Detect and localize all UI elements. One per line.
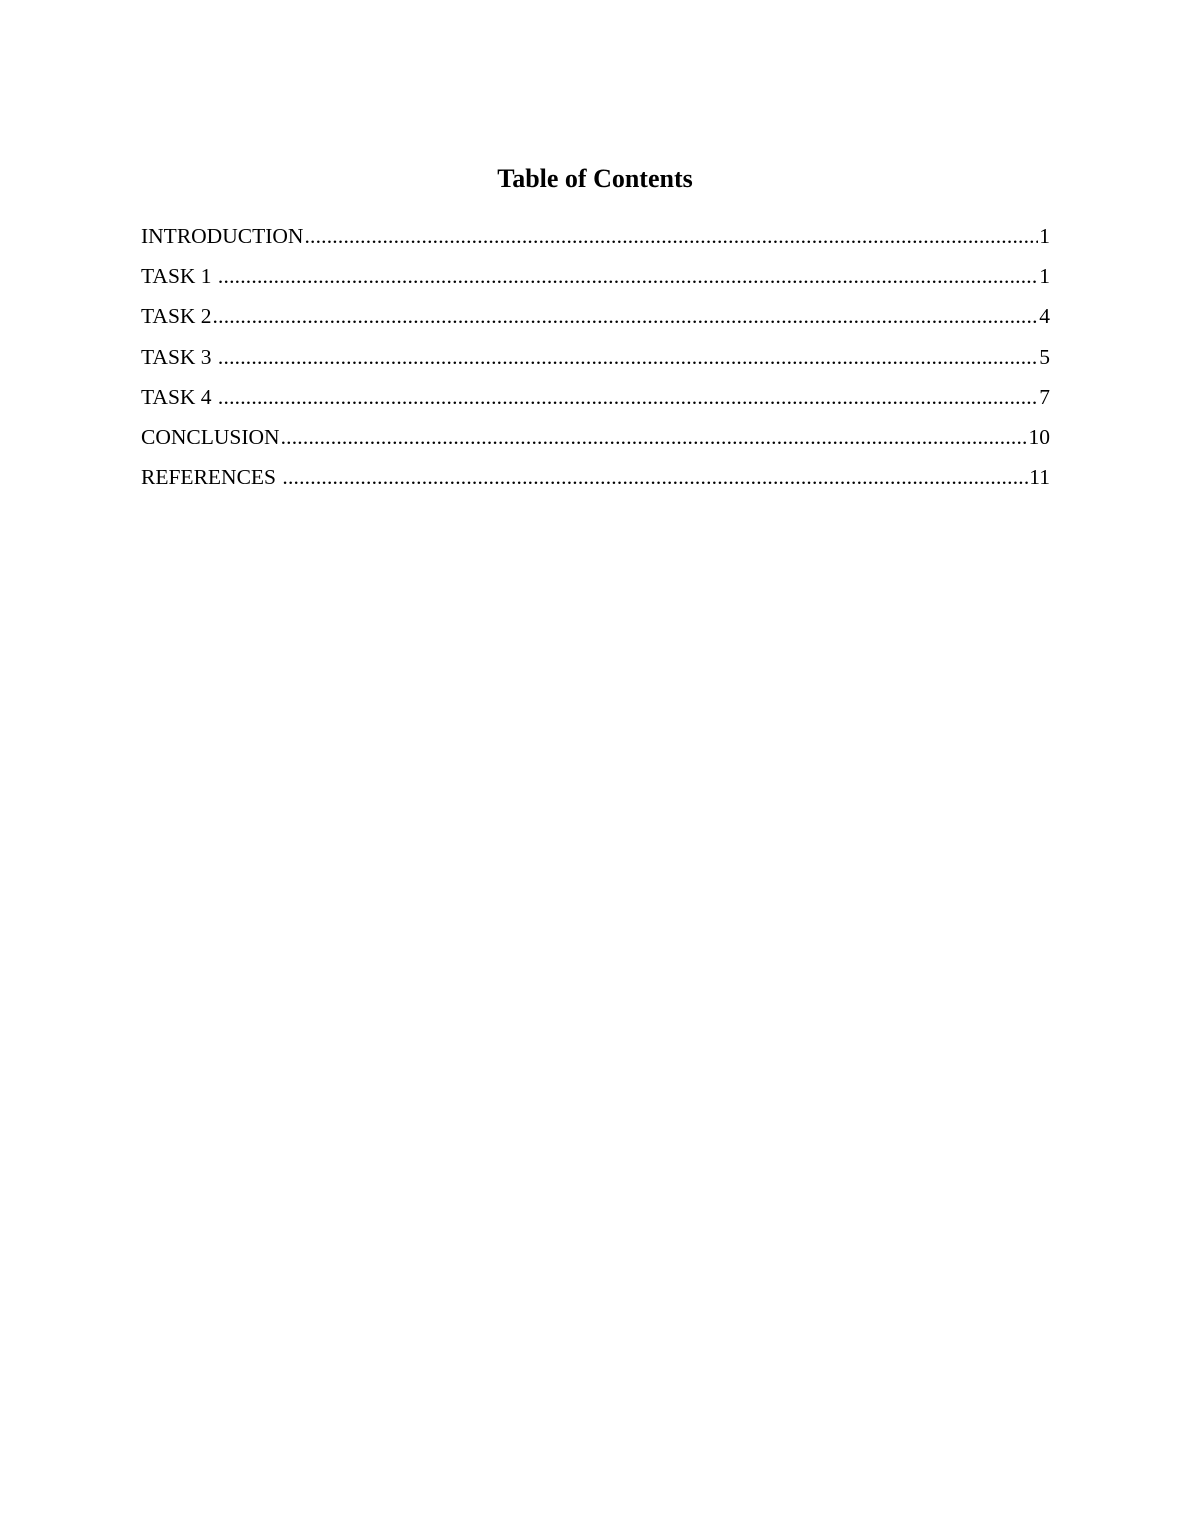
toc-entry-page-number: 10 — [1028, 424, 1050, 449]
toc-list — [141, 221, 1050, 502]
toc-entry-page-number: 1 — [1039, 224, 1050, 248]
toc-entry-label: CONCLUSION — [141, 424, 280, 449]
toc-entry-page-number: 11 — [1029, 465, 1050, 490]
toc-dot-leader — [213, 301, 1039, 331]
toc-entry-task-1[interactable] — [141, 261, 1050, 301]
toc-entry-label: INTRODUCTION — [141, 224, 304, 248]
toc-entry-label: TASK 1 — [141, 264, 217, 289]
toc-entry-label: TASK 4 — [141, 384, 217, 409]
toc-entry-task-3[interactable] — [141, 342, 1050, 382]
toc-entry-label: TASK 3 — [141, 344, 217, 369]
toc-entry-page-number: 1 — [1039, 264, 1050, 289]
toc-dot-leader — [304, 221, 1038, 251]
toc-entry-task-4[interactable] — [141, 382, 1050, 422]
toc-dot-leader — [218, 342, 1038, 372]
toc-entry-task-2[interactable] — [141, 301, 1050, 341]
toc-dot-leader — [218, 261, 1038, 291]
toc-entry-introduction[interactable] — [141, 221, 1050, 261]
toc-title: Table of Contents — [497, 164, 693, 193]
toc-entry-references[interactable] — [141, 462, 1050, 502]
toc-entry-conclusion[interactable] — [141, 422, 1050, 462]
toc-entry-page-number: 4 — [1039, 304, 1050, 329]
toc-dot-leader — [218, 382, 1038, 412]
toc-dot-leader — [282, 462, 1028, 492]
toc-entry-page-number: 7 — [1039, 384, 1050, 409]
toc-entry-label: TASK 2 — [141, 304, 212, 329]
toc-entry-page-number: 5 — [1039, 344, 1050, 369]
toc-entry-label: REFERENCES — [141, 465, 282, 490]
toc-dot-leader — [281, 422, 1028, 452]
